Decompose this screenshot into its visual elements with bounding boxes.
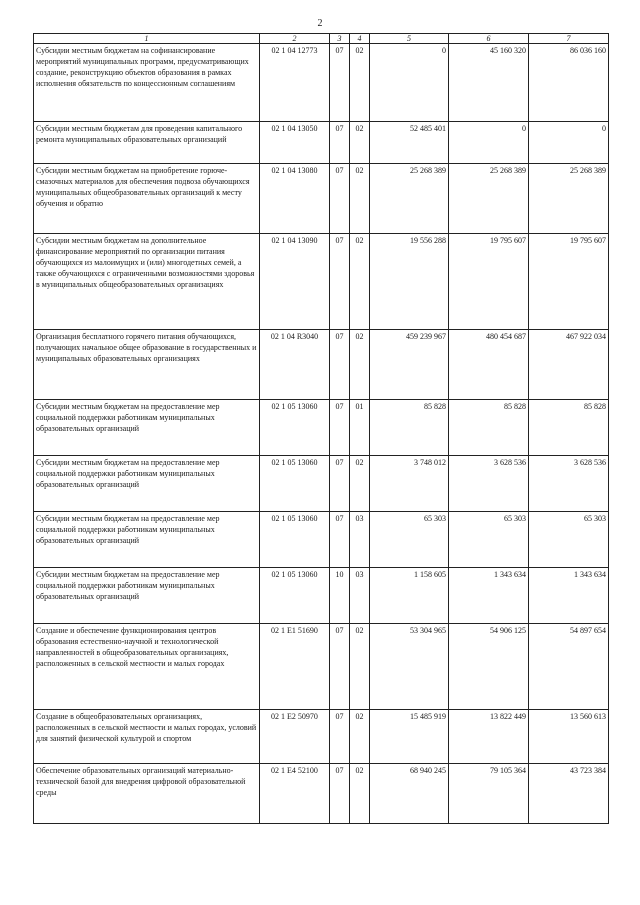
row-value-7-cell: 25 268 389 bbox=[529, 164, 609, 234]
column-number: 4 bbox=[350, 34, 370, 44]
row-value-5-cell: 65 303 bbox=[370, 512, 449, 568]
table-row bbox=[34, 456, 609, 512]
row-subsection-cell: 01 bbox=[350, 400, 370, 456]
row-value-7-cell: 54 897 654 bbox=[529, 624, 609, 710]
row-name-cell: Обеспечение образовательных организаций материально-технической базой для внедрения цифровой образовательной среды bbox=[34, 764, 260, 824]
row-subsection-cell: 02 bbox=[350, 44, 370, 122]
column-numbers-row bbox=[34, 34, 609, 44]
row-name-cell: Субсидии местным бюджетам на софинансирование мероприятий муниципальных программ, предусматривающих создание, реконструкцию объектов образования в рамках исполнения обязательств по концессионным соглашениям bbox=[34, 44, 260, 122]
table-row bbox=[34, 44, 609, 122]
row-code-cell: 02 1 04 12773 bbox=[260, 44, 330, 122]
row-subsection-cell: 02 bbox=[350, 710, 370, 764]
row-code-cell: 02 1 E4 52100 bbox=[260, 764, 330, 824]
row-value-7-cell: 86 036 160 bbox=[529, 44, 609, 122]
row-value-7-cell: 43 723 384 bbox=[529, 764, 609, 824]
row-value-5-cell: 68 940 245 bbox=[370, 764, 449, 824]
row-value-5-cell: 53 304 965 bbox=[370, 624, 449, 710]
table-row bbox=[34, 164, 609, 234]
row-value-7-cell: 1 343 634 bbox=[529, 568, 609, 624]
page-number: 2 bbox=[317, 18, 323, 29]
row-value-5-cell: 459 239 967 bbox=[370, 330, 449, 400]
row-section-cell: 07 bbox=[330, 764, 350, 824]
table-row bbox=[34, 400, 609, 456]
row-name-cell: Субсидии местным бюджетам на предоставление мер социальной поддержки работникам муниципальных образовательных организаций bbox=[34, 400, 260, 456]
row-subsection-cell: 02 bbox=[350, 234, 370, 330]
row-value-7-cell: 13 560 613 bbox=[529, 710, 609, 764]
row-code-cell: 02 1 05 13060 bbox=[260, 512, 330, 568]
row-value-6-cell: 480 454 687 bbox=[449, 330, 529, 400]
row-subsection-cell: 02 bbox=[350, 122, 370, 164]
row-value-6-cell: 13 822 449 bbox=[449, 710, 529, 764]
row-value-5-cell: 15 485 919 bbox=[370, 710, 449, 764]
row-section-cell: 07 bbox=[330, 400, 350, 456]
row-value-5-cell: 0 bbox=[370, 44, 449, 122]
row-section-cell: 07 bbox=[330, 710, 350, 764]
row-section-cell: 07 bbox=[330, 122, 350, 164]
row-value-6-cell: 85 828 bbox=[449, 400, 529, 456]
row-code-cell: 02 1 04 13090 bbox=[260, 234, 330, 330]
row-subsection-cell: 03 bbox=[350, 512, 370, 568]
row-name-cell: Субсидии местным бюджетам на дополнительное финансирование мероприятий по организации питания обучающихся из малоимущих и (или) многодетных семей, а также обучающихся с ограниченными возможностями здоровья в муниципальных общеобразовательных организациях bbox=[34, 234, 260, 330]
table-row bbox=[34, 122, 609, 164]
row-code-cell: 02 1 04 13050 bbox=[260, 122, 330, 164]
row-value-7-cell: 467 922 034 bbox=[529, 330, 609, 400]
row-value-7-cell: 19 795 607 bbox=[529, 234, 609, 330]
row-subsection-cell: 03 bbox=[350, 568, 370, 624]
row-name-cell: Субсидии местным бюджетам на предоставление мер социальной поддержки работникам муниципальных образовательных организаций bbox=[34, 568, 260, 624]
row-value-6-cell: 65 303 bbox=[449, 512, 529, 568]
row-subsection-cell: 02 bbox=[350, 456, 370, 512]
row-value-5-cell: 85 828 bbox=[370, 400, 449, 456]
row-section-cell: 07 bbox=[330, 330, 350, 400]
row-code-cell: 02 1 E1 51690 bbox=[260, 624, 330, 710]
column-number: 5 bbox=[370, 34, 449, 44]
row-value-6-cell: 19 795 607 bbox=[449, 234, 529, 330]
row-code-cell: 02 1 04 13080 bbox=[260, 164, 330, 234]
row-value-5-cell: 52 485 401 bbox=[370, 122, 449, 164]
row-value-6-cell: 45 160 320 bbox=[449, 44, 529, 122]
row-subsection-cell: 02 bbox=[350, 764, 370, 824]
row-name-cell: Субсидии местным бюджетам на приобретение горюче-смазочных материалов для обеспечения подвоза обучающихся муниципальных общеобразовательных организаций к месту обучения и обратно bbox=[34, 164, 260, 234]
row-value-6-cell: 25 268 389 bbox=[449, 164, 529, 234]
row-value-5-cell: 3 748 012 bbox=[370, 456, 449, 512]
row-value-7-cell: 3 628 536 bbox=[529, 456, 609, 512]
table-row bbox=[34, 234, 609, 330]
table-row bbox=[34, 512, 609, 568]
row-section-cell: 07 bbox=[330, 234, 350, 330]
row-value-7-cell: 85 828 bbox=[529, 400, 609, 456]
row-subsection-cell: 02 bbox=[350, 330, 370, 400]
table-row bbox=[34, 710, 609, 764]
budget-table bbox=[33, 33, 609, 824]
row-value-7-cell: 0 bbox=[529, 122, 609, 164]
row-name-cell: Организация бесплатного горячего питания обучающихся, получающих начальное общее образование в государственных и муниципальных образовательных организациях bbox=[34, 330, 260, 400]
row-code-cell: 02 1 05 13060 bbox=[260, 456, 330, 512]
row-code-cell: 02 1 05 13060 bbox=[260, 400, 330, 456]
row-section-cell: 10 bbox=[330, 568, 350, 624]
column-number: 6 bbox=[449, 34, 529, 44]
row-value-5-cell: 19 556 288 bbox=[370, 234, 449, 330]
row-name-cell: Субсидии местным бюджетам на предоставление мер социальной поддержки работникам муниципальных образовательных организаций bbox=[34, 512, 260, 568]
row-value-5-cell: 25 268 389 bbox=[370, 164, 449, 234]
row-code-cell: 02 1 04 R3040 bbox=[260, 330, 330, 400]
row-section-cell: 07 bbox=[330, 44, 350, 122]
column-number: 1 bbox=[34, 34, 260, 44]
row-value-6-cell: 1 343 634 bbox=[449, 568, 529, 624]
column-number: 3 bbox=[330, 34, 350, 44]
row-section-cell: 07 bbox=[330, 456, 350, 512]
table-row bbox=[34, 330, 609, 400]
row-code-cell: 02 1 05 13060 bbox=[260, 568, 330, 624]
table-row bbox=[34, 568, 609, 624]
table-row bbox=[34, 764, 609, 824]
row-code-cell: 02 1 E2 50970 bbox=[260, 710, 330, 764]
row-name-cell: Создание и обеспечение функционирования центров образования естественно-научной и технологической направленностей в общеобразовательных организациях, расположенных в сельской местности и малых городах bbox=[34, 624, 260, 710]
row-section-cell: 07 bbox=[330, 512, 350, 568]
row-name-cell: Субсидии местным бюджетам для проведения капитального ремонта муниципальных образовательных организаций bbox=[34, 122, 260, 164]
row-name-cell: Субсидии местным бюджетам на предоставление мер социальной поддержки работникам муниципальных образовательных организаций bbox=[34, 456, 260, 512]
row-section-cell: 07 bbox=[330, 624, 350, 710]
row-subsection-cell: 02 bbox=[350, 164, 370, 234]
column-number: 2 bbox=[260, 34, 330, 44]
row-section-cell: 07 bbox=[330, 164, 350, 234]
row-name-cell: Создание в общеобразовательных организациях, расположенных в сельской местности и малых городах, условий для занятий физической культурой и спортом bbox=[34, 710, 260, 764]
row-subsection-cell: 02 bbox=[350, 624, 370, 710]
row-value-6-cell: 3 628 536 bbox=[449, 456, 529, 512]
row-value-6-cell: 79 105 364 bbox=[449, 764, 529, 824]
column-number: 7 bbox=[529, 34, 609, 44]
table-row bbox=[34, 624, 609, 710]
row-value-6-cell: 0 bbox=[449, 122, 529, 164]
row-value-7-cell: 65 303 bbox=[529, 512, 609, 568]
row-value-6-cell: 54 906 125 bbox=[449, 624, 529, 710]
row-value-5-cell: 1 158 605 bbox=[370, 568, 449, 624]
